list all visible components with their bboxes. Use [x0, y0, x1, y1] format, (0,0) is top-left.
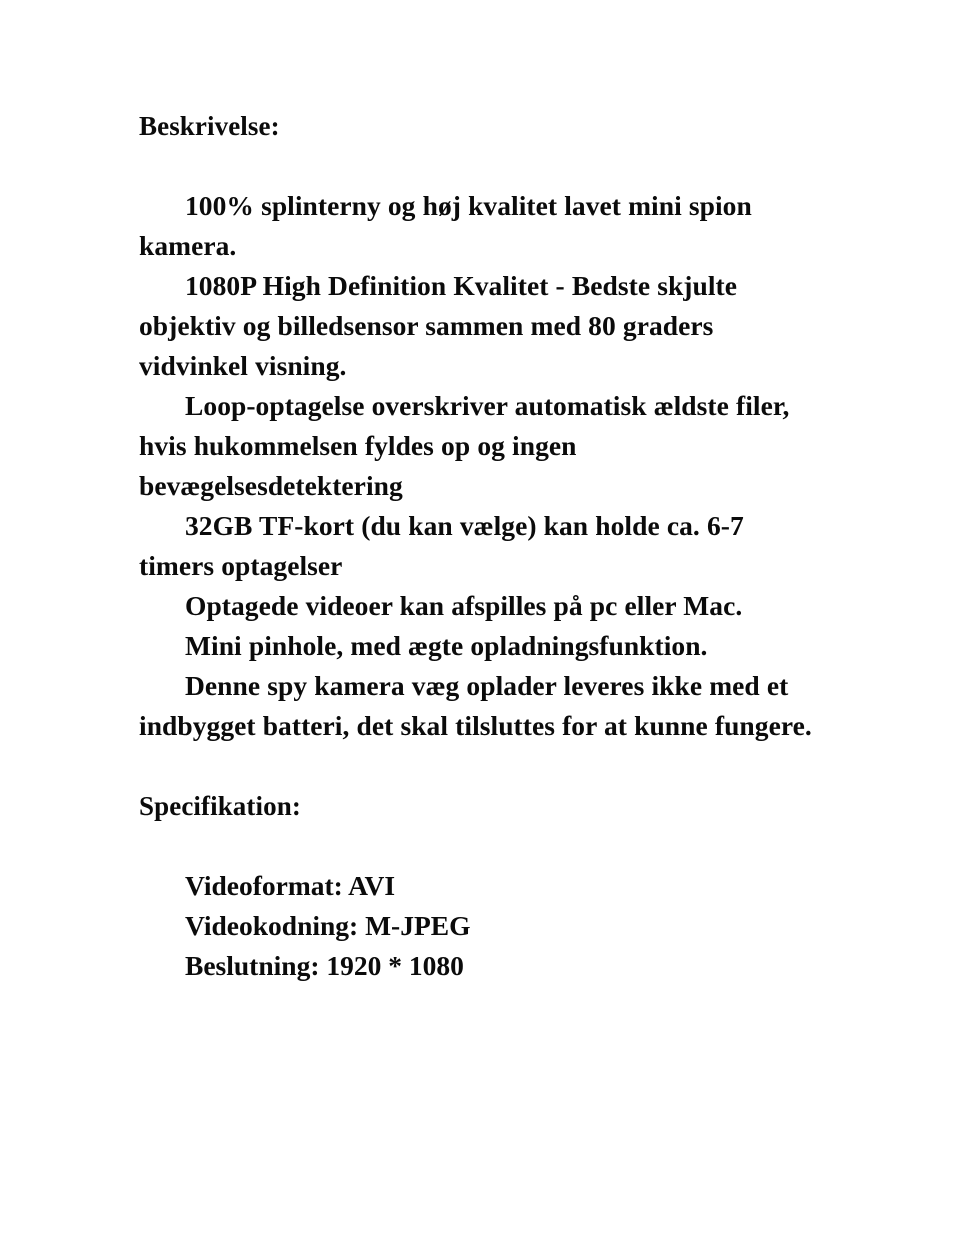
document-text-body [139, 106, 819, 986]
description-paragraph-5: Optagede videoer kan afspilles på pc eller Mac. [185, 590, 743, 621]
spacer-after-description-heading [139, 146, 819, 186]
specification-line-list [139, 866, 819, 986]
specification-line-beslutning: Beslutning: 1920 * 1080 [185, 950, 464, 981]
description-paragraph-3: Loop-optagelse overskriver automatisk ældste filer, hvis hukommelsen fyldes op og ingen bevægelsesdetektering [139, 390, 790, 501]
description-paragraph-4: 32GB TF-kort (du kan vælge) kan holde ca. 6-7 timers optagelser [139, 510, 744, 581]
description-paragraph-list [139, 186, 819, 746]
specification-line-videokodning: Videokodning: M-JPEG [185, 910, 471, 941]
description-paragraph-7: Denne spy kamera væg oplader leveres ikke med et indbygget batteri, det skal tilsluttes for at kunne fungere. [139, 670, 812, 741]
spacer-before-specification-heading [139, 746, 819, 786]
description-paragraph-2: 1080P High Definition Kvalitet - Bedste skjulte objektiv og billedsensor sammen med 80 graders vidvinkel visning. [139, 270, 738, 381]
description-paragraph-1: 100% splinterny og høj kvalitet lavet mini spion kamera. [139, 190, 752, 261]
description-paragraph-6: Mini pinhole, med ægte opladningsfunktion. [185, 630, 708, 661]
specification-heading: Specifikation: [139, 791, 301, 821]
description-heading: Beskrivelse: [139, 111, 280, 141]
specification-line-videoformat: Videoformat: AVI [185, 870, 396, 901]
spacer-after-specification-heading [139, 826, 819, 866]
